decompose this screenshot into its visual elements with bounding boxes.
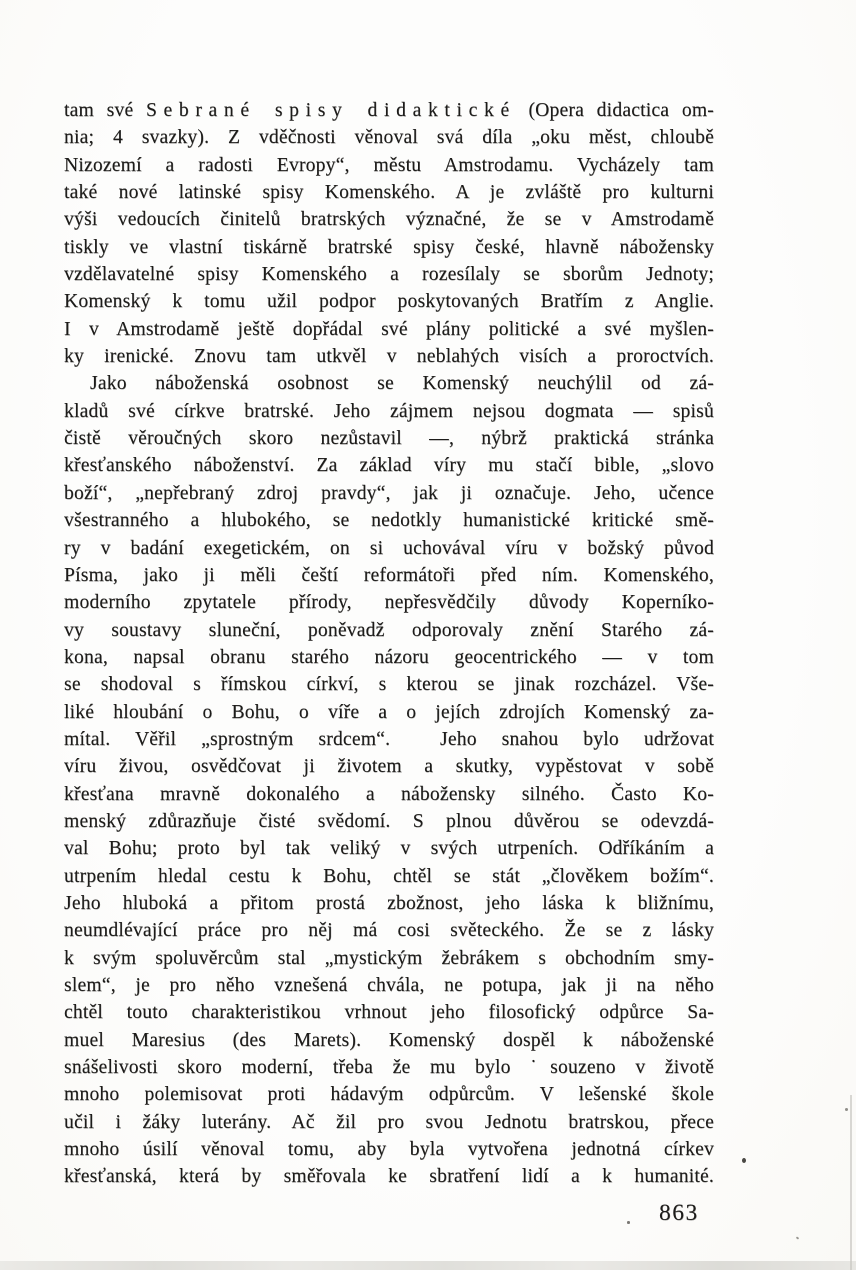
text-line: víru živou, osvědčovat ji životem a skutky, vypěstovat v sobě <box>64 756 714 778</box>
text-line: vy soustavy sluneční, poněvadž odporovaly znění Starého zá- <box>64 619 714 641</box>
text-line: liké hloubání o Bohu, o víře a o jejích zdrojích Komenský za- <box>64 701 714 723</box>
scan-speck <box>796 1236 800 1239</box>
text-line: I v Amstrodamě ještě dopřádal své plány politické a své myšlen- <box>64 318 714 340</box>
text-line: boží“, „nepřebraný zdroj pravdy“, jak ji označuje. Jeho, učence <box>64 482 714 504</box>
text-line: val Bohu; proto byl tak veliký v svých utrpeních. Odříkáním a <box>64 838 714 860</box>
text-run: tam své <box>64 100 146 121</box>
text-line: čistě věroučných skoro nezůstavil —, nýbrž praktická stránka <box>64 428 714 450</box>
text-line: se shodoval s římskou církví, s kterou se jinak rozcházel. Vše- <box>64 674 714 696</box>
scan-edge-bottom <box>0 1261 856 1270</box>
text-line: všestranného a hlubokého, se nedotkly humanistické kritické smě- <box>64 510 714 532</box>
text-line: výši vedoucích činitelů bratrských význačné, že se v Amstrodamě <box>64 209 714 231</box>
letterspaced-title: Sebrané spisy didaktické <box>145 100 516 121</box>
text-line: křesťana mravně dokonalého a nábožensky silného. Často Ko- <box>64 783 714 805</box>
text-line: slem“, je pro něho vznešená chvála, ne potupa, jak ji na něho <box>64 975 714 996</box>
text-line: chtěl touto charakteristikou vrhnout jeho filosofický odpůrce Sa- <box>64 1002 714 1024</box>
page-number: 863 <box>659 1200 699 1226</box>
text-line: křesťanská, která by směřovala ke sbratření lidí a k humanité. <box>64 1166 714 1188</box>
body-text <box>64 97 714 1191</box>
text-line: snášelivosti skoro moderní, třeba že mu bylo ˙souzeno v životě <box>64 1057 714 1079</box>
text-line: Komenský k tomu užil podpor poskytovaných Bratřím z Anglie. <box>64 291 714 313</box>
text-line: učil i žáky luterány. Ač žil pro svou Jednotu bratrskou, přece <box>64 1111 714 1133</box>
text-line: kladů své církve bratrské. Jeho zájmem nejsou dogmata — spisů <box>64 400 714 422</box>
text-line: kona, napsal obranu starého názoru geocentrického — v tom <box>64 646 714 668</box>
text-line: menský zdůrazňuje čisté svědomí. S plnou důvěrou se odevzdá- <box>64 810 714 832</box>
text-line: mítal. Věřil „sprostným srdcem“. Jeho snahou bylo udržovat <box>64 728 714 750</box>
text-line: nia; 4 svazky). Z vděčnosti věnoval svá díla „oku měst, chloubě <box>64 127 714 149</box>
text-line: také nové latinské spisy Komenského. A je zvláště pro kulturni <box>64 182 714 204</box>
text-run: (Opera didactica om- <box>515 100 714 121</box>
text-line: k svým spoluvěrcům stal „mystickým žebrákem s obchodním smy- <box>64 947 714 969</box>
text-line: neumdlévající práce pro něj má cosi světeckého. Že se z lásky <box>64 920 714 942</box>
scan-speck <box>845 1108 848 1111</box>
text-line: muel Maresius (des Marets). Komenský dospěl k náboženské <box>64 1029 714 1051</box>
text-line: utrpením hledal cestu k Bohu, chtěl se stát „člověkem božím“. <box>64 865 714 887</box>
scan-speck <box>742 1158 746 1163</box>
text-line: ky irenické. Znovu tam utkvěl v neblahých visích a proroctvích. <box>64 346 714 368</box>
text-line <box>64 97 714 124</box>
text-line: Nizozemí a radosti Evropy“, městu Amstrodamu. Vycházely tam <box>64 154 714 176</box>
text-line: ry v badání exegetickém, on si uchovával víru v božský původ <box>64 537 714 559</box>
text-line: vzdělavatelné spisy Komenského a rozesílaly se sborům Jednoty; <box>64 264 714 286</box>
text-line: moderního zpytatele přírody, nepřesvědčily důvody Koperníko- <box>64 592 714 614</box>
text-line: Jeho hluboká a přitom prostá zbožnost, jeho láska k bližnímu, <box>64 892 714 914</box>
scan-speck <box>627 1221 630 1224</box>
scan-edge-right <box>850 1095 852 1270</box>
text-line: tiskly ve vlastní tiskárně bratrské spisy české, hlavně nábožensky <box>64 236 714 258</box>
text-line: mnoho úsilí věnoval tomu, aby byla vytvořena jednotná církev <box>64 1139 714 1161</box>
text-line: křesťanského náboženství. Za základ víry mu stačí bible, „slovo <box>64 455 714 477</box>
text-line: mnoho polemisovat proti hádavým odpůrcům. V lešenské škole <box>64 1084 714 1106</box>
text-line: Jako náboženská osobnost se Komenský neuchýlil od zá- <box>90 373 714 395</box>
text-line: Písma, jako ji měli čeští reformátoři před ním. Komenského, <box>64 564 714 586</box>
